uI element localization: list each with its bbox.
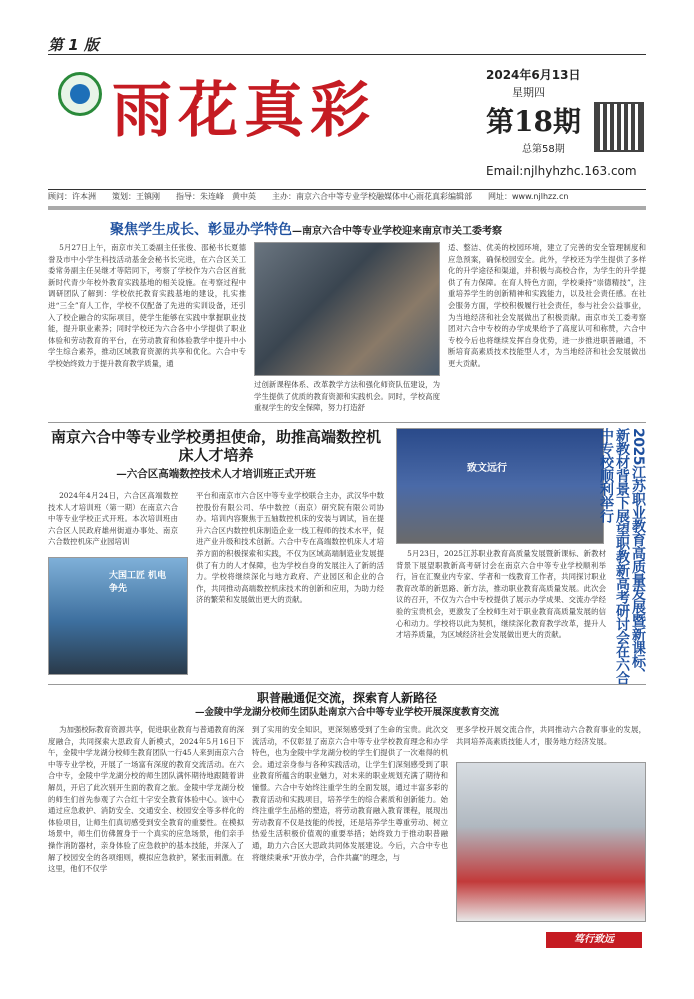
article2-title: 南京六合中等专业学校勇担使命，助推高端数控机床人才培养: [50, 428, 381, 464]
article3-photo: [396, 428, 604, 544]
total-issue: 总第58期: [522, 144, 565, 155]
article1-photo: [254, 242, 440, 376]
article1-column-1: 5月27日上午，南京市关工委副主任张俊、邵秘书长夏德誉及市中小学生科技活动基金会秘书长完进，在六合区关工委常务副主任吴继才等陪同下，考察了学校作为六合区首批新时代青少年校外教育实践基地的相关设施。在考察过程中调研团队了解到：学校依托教育实践基地的建设，扎实推进“三全”育人工作，学校不仅配备了先进的实训设备，还引入了校企融合的实际项目，使学生能够在实践中掌握职业技能，提升职业素养；同时学校还为六合各中小学提供了职业体验和劳动教育的平台，在劳动教育和体验教学中提升中小学生综合素养，推动区域教育资源的共享和优化。六合中专学校始终致力于提升教育教学质量，通: [48, 243, 246, 368]
article4-subtitle: —金陵中学龙湖分校师生团队赴南京六合中等专业学校开展深度教育交流: [194, 707, 499, 718]
page-number: 第 1 版: [48, 36, 99, 54]
article1-headline: [110, 219, 650, 239]
article1-title: 聚焦学生成长、彰显办学特色: [110, 222, 292, 238]
article2-photo-banner: 大国工匠 机电争先: [109, 571, 167, 594]
article2-column-2: 平台和南京市六合区中等专业学校联合主办，武汉华中数控股份有限公司、华中数控（南京）研究院有限公司协办。培训内容聚焦于五轴数控机床的安装与调试，旨在提升六合区内数控机床制造企业一线工程师的技术水平，促进产业升级和技术创新。六合中专在高端数控机床人才培养方面的积极探索和实践，不仅为区域高端制造业发展提供了有力的人才保障，也为学校自身的发展注入了新的活力。学校将继续深化与地方政府、产业园区和企业的合作，共同推动高端数控机床技术的创新和应用，为助力经济的繁荣和发展做出更大的贡献。: [196, 491, 384, 605]
article4-column-3: 更多学校开展交流合作，共同推动六合教育事业的发展，共同培养高素质技能人才，服务地方经济发展。: [456, 725, 646, 746]
article1-subtitle: —南京六合中等专业学校迎来南京市关工委考察: [292, 226, 502, 237]
article3-body: 5月23日，2025江苏职业教育高质量发展暨新课标、新教材背景下展望职教新高考研讨会在南京六合中等专业学校顺利举行，旨在汇聚业内专家、学者和一线教育工作者，共同探讨职业教育改革的新思路、新方法，推动职业教育高质量发展。此次会议的召开，不仅为六合中专校提供了展示办学成果、交流办学经验的宝贵机会，更激发了全校师生对于职业教育高质量发展的信心和动力。学校将以此为契机，继续深化教育教学改革，提升人才培养质量，为区域经济社会发展做出更大的贡献。: [396, 549, 606, 640]
article2-photo: [48, 557, 188, 675]
issue-date: 2024年6月13日: [486, 68, 581, 82]
article1-divider: [48, 422, 646, 423]
article3-photo-screen-text: 致文远行: [467, 463, 507, 474]
article1-column-3: 适、整洁、优美的校园环境，建立了完善的安全管理制度和应急预案，确保校园安全。此外，学校还为学生提供了多样化的升学途径和渠道，并积极与高校合作，为学生的升学提供了有力保障。在育人特色方面，学校秉持“崇德精技”，注重培养学生的创新精神和实践能力，以及社会责任感。在社会服务方面，学校积极履行社会责任，参与社会公益事业，为当地经济和社会发展做出了积极贡献。南京市关工委考察团对六合中专校的办学成果给予了高度认可和称赞，六合中专校今后也将继续发挥自身优势，进一步推进职普融通，不断培育高素质技术技能型人才，为当地经济和社会发展做出更大贡献。: [448, 243, 646, 368]
masthead-title: 雨花真彩: [112, 76, 376, 146]
header-band: [48, 206, 646, 210]
footer-tag: 笃行致远: [546, 932, 642, 948]
credits-line: 顾问：许本洲 策划：王镇刚 指导：朱连峰 黄中英 主办：南京六合中等专业学校融媒体中心雨花真彩编辑部 网址：www.njlhzz.cn: [48, 192, 569, 201]
issue-weekday: 星期四: [512, 86, 545, 99]
credits-rule: [48, 189, 646, 190]
article2-divider: [48, 684, 646, 685]
article2-column-1: 2024年4月24日，六合区高端数控技术人才培训班（第一期）在南京六合中等专业学校正式开班。本次培训班由六合区人民政府雄州街道办事处、南京六合数控机床产业园培训: [48, 491, 178, 547]
article1-column-2: 过创新课程体系、改革教学方法和强化师资队伍建设，为学生提供了优质的教育资源和实践机会。同时，学校高度重视学生的安全保障，努力打造舒: [254, 380, 440, 413]
article4-column-2: 到了实用的安全知识，更深刻感受到了生命的宝贵。此次交流活动，不仅彰显了南京六合中等专业学校教育理念和办学特色，也为金陵中学龙湖分校的学生们提供了一次难得的机会。通过亲身参与各种实践活动，让学生们深刻感受到了职业教育所蕴含的职业魅力，对未来的职业规划充满了期待和憧憬。六合中专始终注重学生的全面发展，通过丰富多彩的教育活动和实践项目，培养学生的综合素质和创新能力。始终注重学生品格的塑造，将劳动教育融入教育课程，展现出劳动教育不仅是技能的传授，还是培养学生尊重劳动、树立热爱生活积极价值观的重要举措；始终致力于推动职普融通，助力六合区大思政共同体发展建设。今后，六合中专也将继续秉承“开放办学，合作共赢”的理念，与: [252, 725, 448, 862]
article4-photo: [456, 762, 646, 922]
article4-column-1: 为加强校际教育资源共享，促进职业教育与普通教育的深度融合，共同探索大思政育人新模式，2024年5月16日下午，金陵中学龙湖分校师生教育团队一行45人来到南京六合中等专业学校，开展了一场富有深度的教育交流活动。在六合中专，金陵中学龙湖分校的师生团队满怀期待地跟随着讲解员，开启了此次别开生面的教育之旅。金陵中学龙湖分校的师生们首先参观了六合红十字安全教育体验中心。该中心通过应急救护、消防安全、交通安全、校园安全等多样化的体验项目，让师生们真切感受到安全教育的重要性。在模拟场景中，师生们仿佛置身于一个真实的应急场景，他们亲手操作消防器材，亲身体验了应急救护的基本技能，并深入了解了校园安全的各项细则，模拟应急救护，紧张而刺激。在这里，他们不仅学: [48, 725, 244, 874]
email-address: Email:njlhyhzhc.163.com: [486, 164, 637, 178]
article2-subtitle: —六合区高端数控技术人才培训班正式开班: [116, 468, 316, 480]
issue-number: 第18期: [486, 105, 581, 138]
school-logo: [58, 72, 102, 116]
article3-vertical-title: 2025江苏职业教育高质量发展暨新课标、新教材背景下展望职教新高考研讨会在六合中专校顺利举行: [598, 428, 646, 685]
header-rule: [48, 54, 646, 55]
qr-code-icon: [594, 102, 644, 152]
article4-title: 职普融通促交流，探索育人新路径: [256, 691, 437, 705]
